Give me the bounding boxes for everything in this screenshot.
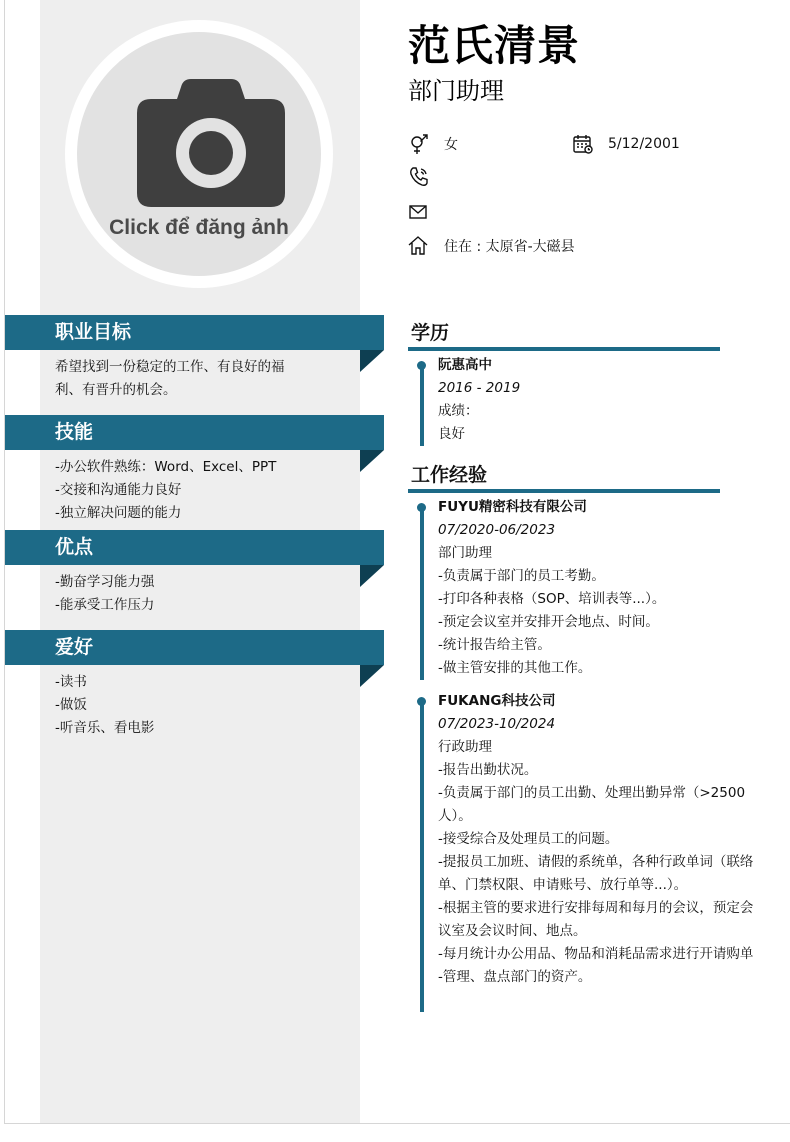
job-duty: [438, 565, 778, 680]
phone-row: [408, 166, 444, 188]
hobbies-heading: 爱好: [5, 630, 384, 665]
objective-line: 利、有晋升的机会。: [55, 382, 177, 398]
camera-icon: [137, 79, 285, 207]
strengths-list: [55, 571, 325, 617]
job-duty-line: -报告出勤状况。: [438, 762, 538, 778]
phone-icon: [408, 166, 430, 188]
job-duty-line: 议室及会议时间、地点。: [438, 923, 587, 939]
home-icon: [408, 235, 430, 257]
job-duty-line: 人）。: [438, 808, 472, 824]
experience-heading: 工作经验: [408, 461, 720, 493]
hobby-item: -读书: [55, 674, 87, 690]
job-duty-line: -预定会议室并安排开会地点、时间。: [438, 614, 659, 630]
school-name: 阮惠高中: [438, 357, 492, 373]
job-duty-line: 单、门禁权限、申请账号、放行单等...）。: [438, 877, 688, 893]
objective-heading: 职业目标: [5, 315, 384, 350]
skill-item: -独立解决问题的能力: [55, 505, 182, 521]
job-role: 部门助理: [438, 545, 492, 561]
job-timeline: [420, 702, 424, 1012]
strength-item: -勤奋学习能力强: [55, 574, 155, 590]
address-row: [408, 235, 575, 257]
education-period: 2016 - 2019: [438, 380, 521, 396]
strengths-heading: 优点: [5, 530, 384, 565]
company-name: FUKANG科技公司: [438, 693, 556, 709]
job-duty-line: -负责属于部门的员工考勤。: [438, 568, 605, 584]
hobbies-list: [55, 671, 325, 740]
calendar-icon: [572, 133, 594, 155]
avatar-upload-label: Click để đăng ảnh: [109, 216, 289, 239]
hobby-item: -听音乐、看电影: [55, 720, 155, 736]
job-duty-line: -做主管安排的其他工作。: [438, 660, 592, 676]
job-title: 部门助理: [408, 77, 504, 105]
education-bullet: [417, 361, 426, 370]
skill-item: -办公软件熟练：Word、Excel、PPT: [55, 459, 277, 475]
hobby-item: -做饭: [55, 697, 87, 713]
score-label: 成绩：: [438, 403, 479, 419]
objective-banner-fold: [360, 350, 384, 374]
address-value: 住在 : 太原省-大磁县: [444, 239, 575, 255]
mail-icon: [408, 201, 430, 223]
education-heading: 学历: [408, 319, 720, 351]
company-name: FUYU精密科技有限公司: [438, 499, 587, 515]
strengths-banner-fold: [360, 565, 384, 589]
objective-line: 希望找到一份稳定的工作、有良好的福: [55, 359, 285, 375]
avatar[interactable]: [65, 20, 333, 288]
job-duty-line: -统计报告给主管。: [438, 637, 551, 653]
birthdate-row: [572, 133, 680, 155]
avatar-placeholder[interactable]: [77, 32, 321, 276]
skills-list: [55, 456, 325, 525]
gender-row: [408, 133, 458, 155]
job-bullet: [417, 697, 426, 706]
email-row: [408, 201, 444, 223]
objective-text: [55, 356, 325, 402]
job-duty-line: -负责属于部门的员工出勤、处理出勤异常（>2500: [438, 785, 746, 801]
strength-item: -能承受工作压力: [55, 597, 155, 613]
job-duty-line: -接受综合及处理员工的问题。: [438, 831, 619, 847]
skill-item: -交接和沟通能力良好: [55, 482, 182, 498]
job-role: 行政助理: [438, 739, 492, 755]
skills-banner-fold: [360, 450, 384, 474]
education-timeline: [420, 366, 424, 446]
candidate-name: 范氏清景: [408, 21, 581, 70]
job-duty-line: -提报员工加班、请假的系统单，各种行政单词（联络: [438, 854, 754, 870]
job-bullet: [417, 503, 426, 512]
score-value: 良好: [438, 426, 465, 442]
gender-icon: [408, 133, 430, 155]
skills-heading: 技能: [5, 415, 384, 450]
job-timeline: [420, 508, 424, 680]
job-duty-line: -打印各种表格（SOP、培训表等...）。: [438, 591, 666, 607]
job-duty-line: -根据主管的要求进行安排每周和每月的会议，预定会: [438, 900, 754, 916]
job-duty-line: -管理、盘点部门的资产。: [438, 969, 592, 985]
job-duty-line: -每月统计办公用品、物品和消耗品需求进行开请购单: [438, 946, 754, 962]
job-duty: [438, 759, 778, 989]
gender-value: 女: [444, 137, 458, 153]
job-period: 07/2020-06/2023: [438, 522, 556, 538]
hobbies-banner-fold: [360, 665, 384, 689]
birthdate-value: 5/12/2001: [608, 136, 680, 152]
job-period: 07/2023-10/2024: [438, 716, 556, 732]
